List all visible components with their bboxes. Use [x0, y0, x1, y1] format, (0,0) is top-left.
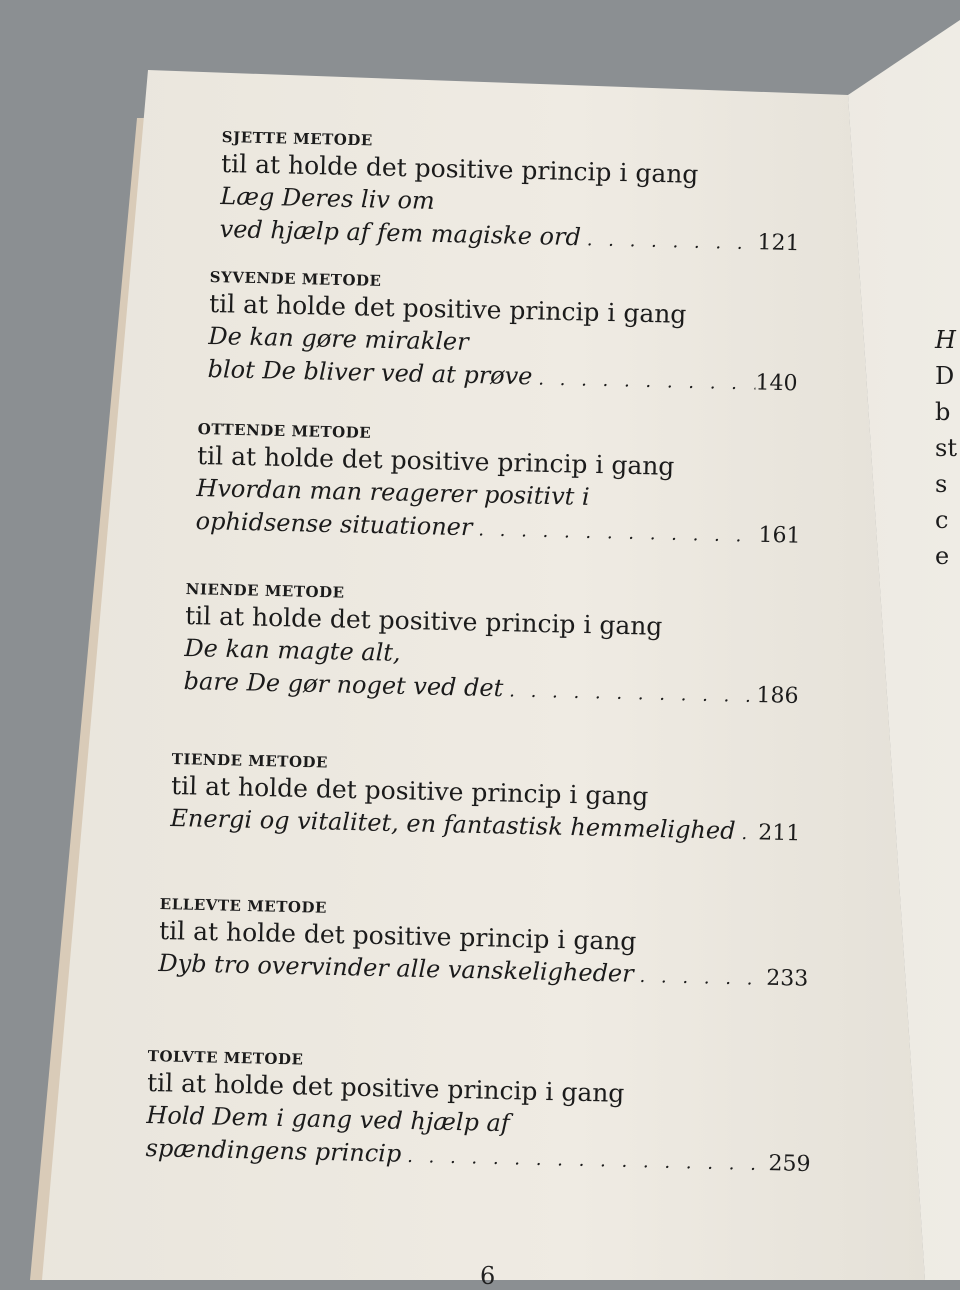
- method-subtitle: til at holde det positive princip i gang: [196, 440, 675, 481]
- dot-leader: [472, 513, 759, 552]
- fragment: e: [935, 542, 950, 570]
- page-ref: 140: [755, 370, 798, 397]
- method-subtitle: til at holde det positive princip i gang: [184, 600, 663, 641]
- chapter-title-line: De kan magte alt,: [184, 633, 401, 667]
- toc-entry: [158, 895, 810, 997]
- chapter-title-text: Energi og vitalitet, en fantastisk hemmelighed: [170, 803, 736, 845]
- page-ref: 161: [758, 522, 801, 549]
- chapter-title-text: spændingens princip: [145, 1133, 402, 1168]
- chapter-title-line: Hold Dem i gang ved hjælp af: [146, 1100, 511, 1138]
- toc-entry: [219, 128, 802, 261]
- page-ref: 233: [765, 965, 809, 992]
- method-heading: TOLVTE METODE: [147, 1047, 304, 1069]
- toc-entry: [183, 580, 801, 714]
- chapter-title-line: De kan gøre mirakler: [208, 321, 469, 356]
- page-ref: 121: [757, 230, 800, 257]
- chapter-title-text: ved hjælp af fem magiske ord: [219, 214, 582, 252]
- dot-leader: [580, 223, 757, 260]
- method-subtitle: til at holde det positive princip i gang: [158, 915, 637, 956]
- toc-entry: [145, 1047, 813, 1182]
- dot-leader: [735, 817, 759, 851]
- method-heading: NIENDE METODE: [185, 580, 345, 602]
- method-subtitle: til at holde det positive princip i gang: [146, 1067, 625, 1108]
- fragment: c: [935, 506, 949, 534]
- page-ref: 259: [768, 1151, 811, 1178]
- method-heading: OTTENDE METODE: [197, 420, 372, 442]
- toc-entry: [207, 268, 800, 401]
- method-heading: ELLEVTE METODE: [159, 895, 328, 917]
- dot-leader: [633, 960, 766, 996]
- fragment: s: [935, 470, 948, 498]
- dot-leader: [532, 362, 756, 400]
- page-number: 6: [480, 1262, 496, 1290]
- chapter-title-text: ophidsense situationer: [195, 506, 473, 542]
- right-page-fragments: [935, 322, 957, 574]
- fragment: H: [935, 326, 956, 354]
- page-ref: 186: [756, 682, 799, 709]
- chapter-title-text: bare De gør noget ved det: [183, 666, 504, 703]
- fragment: b: [935, 398, 951, 426]
- fragment: D: [935, 362, 955, 390]
- dot-leader: [503, 674, 757, 713]
- chapter-title-text: Dyb tro overvinder alle vanskeligheder: [158, 948, 634, 988]
- page-ref: 211: [757, 820, 801, 847]
- method-subtitle: til at holde det positive princip i gang: [220, 148, 699, 189]
- method-subtitle: til at holde det positive princip i gang: [170, 770, 649, 811]
- method-heading: SYVENDE METODE: [209, 268, 382, 290]
- fragment: st: [935, 434, 957, 462]
- toc-entry: [170, 750, 802, 851]
- chapter-title-line: Hvordan man reagerer positivt i: [196, 473, 590, 511]
- chapter-title-line: Læg Deres liv om: [220, 181, 436, 215]
- chapter-title-text: blot De bliver ved at prøve: [207, 354, 533, 391]
- toc-entry: [195, 420, 803, 554]
- method-heading: SJETTE METODE: [221, 128, 373, 150]
- method-heading: TIENDE METODE: [171, 750, 329, 772]
- method-subtitle: til at holde det positive princip i gang: [208, 288, 687, 329]
